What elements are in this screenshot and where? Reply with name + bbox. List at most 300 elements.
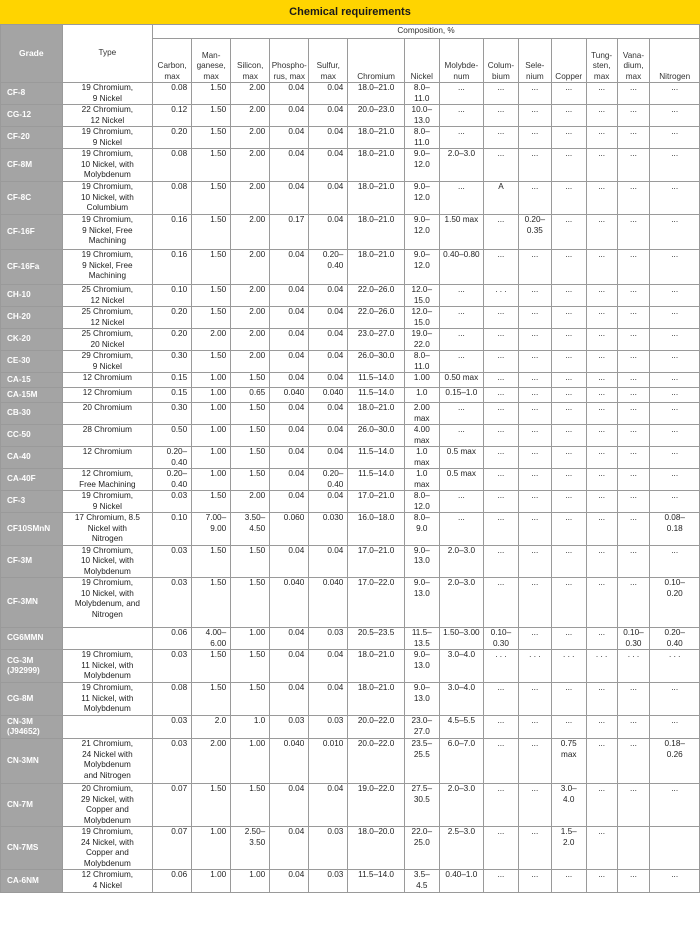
- value-cell: 1.0: [404, 388, 439, 403]
- value-cell: ...: [518, 491, 551, 513]
- value-cell: ...: [617, 403, 650, 425]
- value-cell: 0.10: [153, 513, 192, 546]
- header-composition: Composition, %: [153, 25, 700, 39]
- value-cell: 0.10– 0.30: [617, 628, 650, 650]
- type-cell: 12 Chromium: [62, 388, 152, 403]
- value-cell: 2.00: [231, 127, 270, 149]
- value-cell: 9.0– 13.0: [404, 650, 439, 683]
- value-cell: ...: [650, 870, 700, 893]
- table-row: [1, 425, 700, 447]
- grade-cell: CA-6NM: [1, 870, 63, 893]
- value-cell: 1.50: [192, 307, 231, 329]
- value-cell: ...: [586, 578, 617, 628]
- value-cell: ...: [650, 716, 700, 739]
- value-cell: ...: [617, 105, 650, 127]
- value-cell: [617, 827, 650, 870]
- value-cell: 1.50: [192, 545, 231, 578]
- grade-cell: CN-3M (J94652): [1, 716, 63, 739]
- value-cell: ...: [518, 545, 551, 578]
- value-cell: ...: [650, 784, 700, 827]
- value-cell: 18.0–21.0: [348, 83, 405, 105]
- grade-cell: CG-12: [1, 105, 63, 127]
- value-cell: 18.0–21.0: [348, 250, 405, 285]
- value-cell: ...: [586, 182, 617, 215]
- value-cell: ...: [551, 329, 586, 351]
- grade-cell: CC-50: [1, 425, 63, 447]
- value-cell: 0.04: [270, 784, 309, 827]
- value-cell: ...: [518, 373, 551, 388]
- value-cell: 0.03: [309, 628, 348, 650]
- value-cell: 9.0– 12.0: [404, 149, 439, 182]
- value-cell: ...: [586, 716, 617, 739]
- value-cell: 1.00: [231, 628, 270, 650]
- value-cell: 0.16: [153, 215, 192, 250]
- header-col: Molybde- num: [439, 39, 483, 83]
- value-cell: ...: [617, 784, 650, 827]
- value-cell: ...: [551, 215, 586, 250]
- value-cell: 0.04: [309, 351, 348, 373]
- value-cell: 0.12: [153, 105, 192, 127]
- value-cell: 2.00: [231, 329, 270, 351]
- value-cell: ...: [551, 425, 586, 447]
- value-cell: 19.0–22.0: [348, 784, 405, 827]
- value-cell: 0.20– 0.40: [153, 469, 192, 491]
- value-cell: 6.0–7.0: [439, 739, 483, 784]
- type-cell: 19 Chromium, 10 Nickel, with Molybdenum, and Nitrogen: [62, 578, 152, 628]
- value-cell: ...: [483, 683, 518, 716]
- value-cell: ...: [650, 285, 700, 307]
- header-col: Silicon, max: [231, 39, 270, 83]
- value-cell: 0.04: [270, 870, 309, 893]
- value-cell: ...: [518, 307, 551, 329]
- value-cell: 18.0–21.0: [348, 215, 405, 250]
- value-cell: ...: [518, 628, 551, 650]
- value-cell: 7.00– 9.00: [192, 513, 231, 546]
- value-cell: ...: [650, 373, 700, 388]
- value-cell: ...: [439, 329, 483, 351]
- value-cell: 0.04: [270, 650, 309, 683]
- value-cell: ...: [483, 513, 518, 546]
- type-cell: 12 Chromium, Free Machining: [62, 469, 152, 491]
- table-row: [1, 513, 700, 546]
- value-cell: 0.04: [270, 491, 309, 513]
- table-row: [1, 351, 700, 373]
- value-cell: 18.0–21.0: [348, 127, 405, 149]
- table-row: [1, 578, 700, 628]
- type-cell: 12 Chromium: [62, 373, 152, 388]
- chemical-requirements-table: [0, 24, 700, 893]
- value-cell: ...: [483, 250, 518, 285]
- value-cell: ...: [650, 425, 700, 447]
- value-cell: 0.20: [153, 127, 192, 149]
- value-cell: ...: [518, 469, 551, 491]
- value-cell: ...: [439, 307, 483, 329]
- value-cell: ...: [617, 329, 650, 351]
- value-cell: 0.03: [270, 716, 309, 739]
- grade-cell: CG-8M: [1, 683, 63, 716]
- value-cell: 0.040: [270, 388, 309, 403]
- value-cell: 0.08– 0.18: [650, 513, 700, 546]
- value-cell: 1.50: [192, 650, 231, 683]
- type-cell: 19 Chromium, 10 Nickel, with Molybdenum: [62, 545, 152, 578]
- value-cell: 0.08: [153, 182, 192, 215]
- value-cell: . . .: [551, 650, 586, 683]
- value-cell: 11.5–14.0: [348, 447, 405, 469]
- type-cell: [62, 716, 152, 739]
- value-cell: ...: [551, 628, 586, 650]
- table-row: [1, 182, 700, 215]
- value-cell: 1.50: [231, 784, 270, 827]
- value-cell: ...: [518, 870, 551, 893]
- value-cell: 2.00: [231, 250, 270, 285]
- value-cell: 1.50: [192, 149, 231, 182]
- value-cell: ...: [551, 351, 586, 373]
- value-cell: A: [483, 182, 518, 215]
- value-cell: 1.00: [192, 870, 231, 893]
- type-cell: [62, 628, 152, 650]
- value-cell: 0.040: [309, 388, 348, 403]
- value-cell: ...: [483, 105, 518, 127]
- value-cell: ...: [586, 215, 617, 250]
- value-cell: ...: [650, 683, 700, 716]
- value-cell: ...: [617, 83, 650, 105]
- value-cell: ...: [551, 491, 586, 513]
- value-cell: ...: [586, 447, 617, 469]
- value-cell: ...: [518, 578, 551, 628]
- value-cell: 3.0– 4.0: [551, 784, 586, 827]
- value-cell: ...: [617, 373, 650, 388]
- value-cell: 1.00: [192, 447, 231, 469]
- value-cell: 17.0–21.0: [348, 545, 405, 578]
- grade-cell: CF-16Fa: [1, 250, 63, 285]
- value-cell: ...: [518, 447, 551, 469]
- value-cell: 1.50: [231, 578, 270, 628]
- value-cell: ...: [483, 545, 518, 578]
- value-cell: 0.04: [270, 285, 309, 307]
- table-row: [1, 105, 700, 127]
- value-cell: 9.0– 13.0: [404, 683, 439, 716]
- value-cell: ...: [617, 307, 650, 329]
- value-cell: 9.0– 13.0: [404, 545, 439, 578]
- value-cell: 18.0–20.0: [348, 827, 405, 870]
- value-cell: ...: [518, 739, 551, 784]
- value-cell: ...: [439, 182, 483, 215]
- value-cell: 0.03: [153, 545, 192, 578]
- value-cell: 1.50: [192, 784, 231, 827]
- value-cell: ...: [551, 447, 586, 469]
- value-cell: ...: [551, 285, 586, 307]
- value-cell: 0.04: [270, 373, 309, 388]
- value-cell: 0.15: [153, 373, 192, 388]
- value-cell: 0.04: [309, 373, 348, 388]
- value-cell: ...: [551, 127, 586, 149]
- value-cell: ...: [483, 447, 518, 469]
- grade-cell: CF-3: [1, 491, 63, 513]
- value-cell: 2.00: [192, 329, 231, 351]
- value-cell: ...: [483, 215, 518, 250]
- value-cell: ...: [617, 127, 650, 149]
- value-cell: 19.0– 22.0: [404, 329, 439, 351]
- value-cell: 0.20– 0.35: [518, 215, 551, 250]
- value-cell: 0.03: [309, 870, 348, 893]
- value-cell: 17.0–21.0: [348, 491, 405, 513]
- value-cell: 0.07: [153, 784, 192, 827]
- value-cell: . . .: [483, 285, 518, 307]
- value-cell: 8.0– 11.0: [404, 127, 439, 149]
- value-cell: ...: [586, 105, 617, 127]
- table-row: [1, 683, 700, 716]
- type-cell: 25 Chromium, 20 Nickel: [62, 329, 152, 351]
- value-cell: 22.0– 25.0: [404, 827, 439, 870]
- type-cell: 29 Chromium, 9 Nickel: [62, 351, 152, 373]
- value-cell: ...: [483, 149, 518, 182]
- grade-cell: CA-15: [1, 373, 63, 388]
- value-cell: 0.04: [309, 491, 348, 513]
- value-cell: 1.00: [192, 373, 231, 388]
- value-cell: 1.50: [231, 545, 270, 578]
- value-cell: 20.5–23.5: [348, 628, 405, 650]
- value-cell: 0.20: [153, 307, 192, 329]
- value-cell: ...: [617, 388, 650, 403]
- value-cell: ...: [551, 307, 586, 329]
- value-cell: 9.0– 12.0: [404, 215, 439, 250]
- value-cell: ...: [518, 784, 551, 827]
- value-cell: ...: [586, 739, 617, 784]
- value-cell: 12.0– 15.0: [404, 307, 439, 329]
- value-cell: ...: [518, 83, 551, 105]
- value-cell: ...: [586, 351, 617, 373]
- value-cell: ...: [551, 250, 586, 285]
- type-cell: 19 Chromium, 24 Nickel, with Copper and Molybdenum: [62, 827, 152, 870]
- value-cell: 17.0–22.0: [348, 578, 405, 628]
- table-row: [1, 83, 700, 105]
- value-cell: ...: [617, 739, 650, 784]
- value-cell: 1.0 max: [404, 469, 439, 491]
- value-cell: ...: [551, 182, 586, 215]
- grade-cell: CF-16F: [1, 215, 63, 250]
- value-cell: 0.5 max: [439, 447, 483, 469]
- value-cell: ...: [650, 105, 700, 127]
- value-cell: ...: [439, 105, 483, 127]
- value-cell: ...: [551, 373, 586, 388]
- value-cell: 1.50: [192, 250, 231, 285]
- value-cell: 1.00: [231, 739, 270, 784]
- value-cell: 0.04: [270, 329, 309, 351]
- value-cell: ...: [483, 870, 518, 893]
- grade-cell: CF-8: [1, 83, 63, 105]
- table-row: [1, 250, 700, 285]
- header-col: Sulfur, max: [309, 39, 348, 83]
- value-cell: 2.00: [231, 182, 270, 215]
- value-cell: ...: [617, 285, 650, 307]
- value-cell: 0.20– 0.40: [153, 447, 192, 469]
- value-cell: ...: [518, 403, 551, 425]
- value-cell: ...: [551, 716, 586, 739]
- value-cell: ...: [650, 149, 700, 182]
- header-col: Colum- bium: [483, 39, 518, 83]
- value-cell: ...: [650, 403, 700, 425]
- value-cell: ...: [483, 403, 518, 425]
- grade-cell: CF-3MN: [1, 578, 63, 628]
- value-cell: 23.0–27.0: [348, 329, 405, 351]
- value-cell: 0.04: [270, 403, 309, 425]
- grade-cell: CA-15M: [1, 388, 63, 403]
- value-cell: 0.04: [309, 403, 348, 425]
- value-cell: 0.04: [270, 447, 309, 469]
- value-cell: 0.060: [270, 513, 309, 546]
- value-cell: ...: [650, 351, 700, 373]
- value-cell: 0.04: [309, 149, 348, 182]
- value-cell: ...: [518, 425, 551, 447]
- table-row: [1, 827, 700, 870]
- value-cell: 0.75 max: [551, 739, 586, 784]
- type-cell: 19 Chromium, 9 Nickel: [62, 83, 152, 105]
- value-cell: ...: [483, 491, 518, 513]
- table-row: [1, 739, 700, 784]
- value-cell: ...: [483, 827, 518, 870]
- value-cell: ...: [650, 127, 700, 149]
- value-cell: ...: [650, 545, 700, 578]
- value-cell: 0.04: [309, 285, 348, 307]
- value-cell: ...: [551, 683, 586, 716]
- value-cell: 3.50– 4.50: [231, 513, 270, 546]
- value-cell: ...: [551, 469, 586, 491]
- value-cell: ...: [586, 329, 617, 351]
- table-row: [1, 285, 700, 307]
- value-cell: 8.0– 11.0: [404, 351, 439, 373]
- value-cell: ...: [551, 870, 586, 893]
- value-cell: ...: [617, 545, 650, 578]
- value-cell: 0.20: [153, 329, 192, 351]
- type-cell: 19 Chromium, 10 Nickel, with Molybdenum: [62, 149, 152, 182]
- value-cell: 2.0–3.0: [439, 578, 483, 628]
- header-col: Tung- sten, max: [586, 39, 617, 83]
- value-cell: 0.03: [309, 716, 348, 739]
- value-cell: 0.04: [309, 307, 348, 329]
- value-cell: 22.0–26.0: [348, 307, 405, 329]
- value-cell: ...: [551, 83, 586, 105]
- value-cell: ...: [650, 83, 700, 105]
- table-row: [1, 127, 700, 149]
- table-row: [1, 149, 700, 182]
- value-cell: 1.50: [192, 83, 231, 105]
- value-cell: 0.04: [309, 105, 348, 127]
- value-cell: 0.040: [309, 578, 348, 628]
- value-cell: 1.50–3.00: [439, 628, 483, 650]
- value-cell: 1.00: [192, 827, 231, 870]
- table-row: [1, 784, 700, 827]
- value-cell: 0.04: [270, 83, 309, 105]
- value-cell: ...: [483, 388, 518, 403]
- value-cell: 0.040: [270, 578, 309, 628]
- header-col: Sele- nium: [518, 39, 551, 83]
- value-cell: 0.04: [309, 83, 348, 105]
- grade-cell: CA-40F: [1, 469, 63, 491]
- value-cell: ...: [617, 149, 650, 182]
- table-row: [1, 716, 700, 739]
- value-cell: 0.40–0.80: [439, 250, 483, 285]
- value-cell: 0.16: [153, 250, 192, 285]
- value-cell: 9.0– 12.0: [404, 250, 439, 285]
- value-cell: ...: [483, 351, 518, 373]
- value-cell: 20.0–22.0: [348, 739, 405, 784]
- value-cell: ...: [483, 127, 518, 149]
- value-cell: 0.04: [270, 351, 309, 373]
- value-cell: 0.03: [153, 578, 192, 628]
- value-cell: ...: [518, 513, 551, 546]
- value-cell: 3.0–4.0: [439, 650, 483, 683]
- value-cell: . . .: [483, 650, 518, 683]
- value-cell: ...: [617, 351, 650, 373]
- value-cell: ...: [518, 683, 551, 716]
- value-cell: [650, 827, 700, 870]
- table-row: [1, 650, 700, 683]
- value-cell: 1.00: [192, 425, 231, 447]
- value-cell: 0.03: [153, 650, 192, 683]
- value-cell: 1.50: [231, 425, 270, 447]
- value-cell: 0.04: [270, 127, 309, 149]
- value-cell: 0.65: [231, 388, 270, 403]
- grade-cell: CG-3M (J92999): [1, 650, 63, 683]
- value-cell: ...: [586, 425, 617, 447]
- value-cell: 0.15–1.0: [439, 388, 483, 403]
- value-cell: ...: [518, 716, 551, 739]
- value-cell: ...: [551, 105, 586, 127]
- value-cell: 1.50: [231, 469, 270, 491]
- value-cell: 2.00: [231, 307, 270, 329]
- grade-cell: CK-20: [1, 329, 63, 351]
- table-row: [1, 545, 700, 578]
- value-cell: 26.0–30.0: [348, 425, 405, 447]
- value-cell: 1.50: [192, 127, 231, 149]
- value-cell: 0.04: [270, 683, 309, 716]
- value-cell: 0.30: [153, 351, 192, 373]
- value-cell: ...: [650, 329, 700, 351]
- type-cell: 12 Chromium, 4 Nickel: [62, 870, 152, 893]
- table-row: [1, 870, 700, 893]
- value-cell: ...: [586, 545, 617, 578]
- value-cell: 0.04: [309, 127, 348, 149]
- value-cell: 2.5–3.0: [439, 827, 483, 870]
- value-cell: 2.00: [231, 149, 270, 182]
- value-cell: ...: [586, 827, 617, 870]
- value-cell: 0.08: [153, 149, 192, 182]
- value-cell: ...: [518, 329, 551, 351]
- type-cell: 19 Chromium, 9 Nickel: [62, 491, 152, 513]
- value-cell: 0.10– 0.20: [650, 578, 700, 628]
- value-cell: 1.50: [231, 683, 270, 716]
- value-cell: 3.0–4.0: [439, 683, 483, 716]
- value-cell: 12.0– 15.0: [404, 285, 439, 307]
- value-cell: ...: [617, 870, 650, 893]
- value-cell: 18.0–21.0: [348, 650, 405, 683]
- value-cell: 0.10– 0.30: [483, 628, 518, 650]
- value-cell: 1.50: [231, 650, 270, 683]
- value-cell: ...: [439, 513, 483, 546]
- value-cell: ...: [617, 447, 650, 469]
- value-cell: 0.03: [153, 739, 192, 784]
- value-cell: 0.17: [270, 215, 309, 250]
- value-cell: 0.04: [309, 182, 348, 215]
- type-cell: 21 Chromium, 24 Nickel with Molybdenum and Nitrogen: [62, 739, 152, 784]
- type-cell: 19 Chromium, 10 Nickel, with Columbium: [62, 182, 152, 215]
- grade-cell: CN-7MS: [1, 827, 63, 870]
- value-cell: 2.00 max: [404, 403, 439, 425]
- value-cell: 8.0– 12.0: [404, 491, 439, 513]
- value-cell: ...: [617, 683, 650, 716]
- value-cell: ...: [483, 307, 518, 329]
- value-cell: 0.04: [309, 425, 348, 447]
